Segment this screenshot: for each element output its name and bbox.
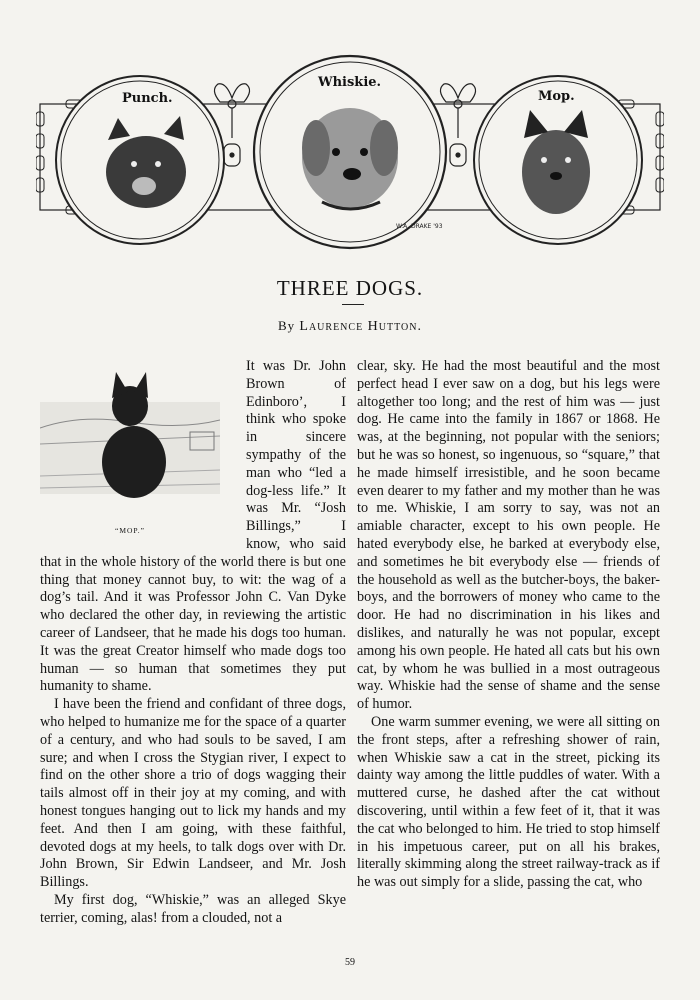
three-dogs-banner-illustration [36, 52, 664, 252]
paragraph-4: One warm summer evening, we were all sitting on the front steps, after a refreshing shower of rain, when Whiskie saw a cat in the street, picking its dainty way among the little puddles of water. With a muttered curse, he dashed after the cat without discovering, until within a few feet of it, that it was the cat who belonged to him. He tried to stop himself in his impetuous career, put on all his brakes, literally skimming along the street railway-track as if he was out simply for a slide, passing the cat, who [357, 713, 660, 891]
right-column [357, 358, 660, 892]
header-illustration [36, 52, 664, 252]
paragraph-3: My first dog, “Whiskie,” was an alleged Skye terrier, coming, alas! from a clouded, not a [40, 891, 346, 926]
artist-signature: W.A. DRAKE '93 [396, 223, 443, 230]
paragraph-1: It was Dr. John Brown of Edinboro’, I think who spoke in sincere sympathy of the man who “led a dog-less life.” It was Mr. “Josh Billings,” I know, who said that in the whole history of the world there is but one thing that money cannot buy, to wit: the wag of a dog’s tail. And it was Professor John C. Van Dyke who declared the other day, in reviewing the artistic career of Landseer, that he made his dogs too human. It was the great Creator himself who made dogs too human — so human that sometimes they put humanity to shame. [40, 358, 346, 695]
page-number: 59 [345, 957, 355, 968]
figure-caption: “MOP.” [115, 526, 145, 535]
left-column [40, 358, 346, 928]
mop-sitting-illustration [40, 358, 220, 518]
byline [0, 318, 700, 335]
author-name: Laurence Hutton. [299, 319, 422, 334]
article-title: THREE DOGS. [276, 276, 424, 300]
punch-label: Punch. [122, 91, 173, 106]
byline-prefix: By [277, 318, 296, 333]
whiskie-label: Whiskie. [318, 75, 382, 90]
paragraph-3-continued: clear, sky. He had the most beautiful and the most perfect head I ever saw on a dog, but his legs were altogether too long; and the rest of him was — just dog. He came into the family in 1867 or 1868. He was, at the beginning, not popular with the seniors; but he was so honest, so ingenuous, so “square,” that he made himself irresistible, and he soon became even dearer to my father and my mother than he was to me. Whiskie, I am sorry to say, was not an amiable character, except to his own people. He hated everybody else, he barked at everybody else, and sometimes he bit everybody else — friends of the household as well as the butcher-boys, the baker-boys, and the borrowers of money who came to the door. He had no discrimination in his likes and dislikes, and naturally he was not popular, except among his own people. He hated all cats but his own cat, by whom he was bullied in a most outrageous way. Whiskie had the sense of shame and the sense of humor. [357, 358, 660, 713]
mop-figure [40, 358, 240, 536]
paragraph-2: I have been the friend and confidant of three dogs, who helped to humanize me for the space of a quarter of a century, and who had souls to be saved, I am sure; and when I cross the Stygian river, I expect to find on the other shore a trio of dogs wagging their tails almost off in their joy at my coming, and with honest tongues hanging out to lick my hands and my feet. And then I am going, with these faithful, devoted dogs at my heels, to talk dogs over with Dr. John Brown, Sir Edwin Landseer, and Mr. Josh Billings. [40, 696, 346, 891]
title-divider [342, 304, 364, 305]
mop-label: Mop. [538, 89, 575, 104]
